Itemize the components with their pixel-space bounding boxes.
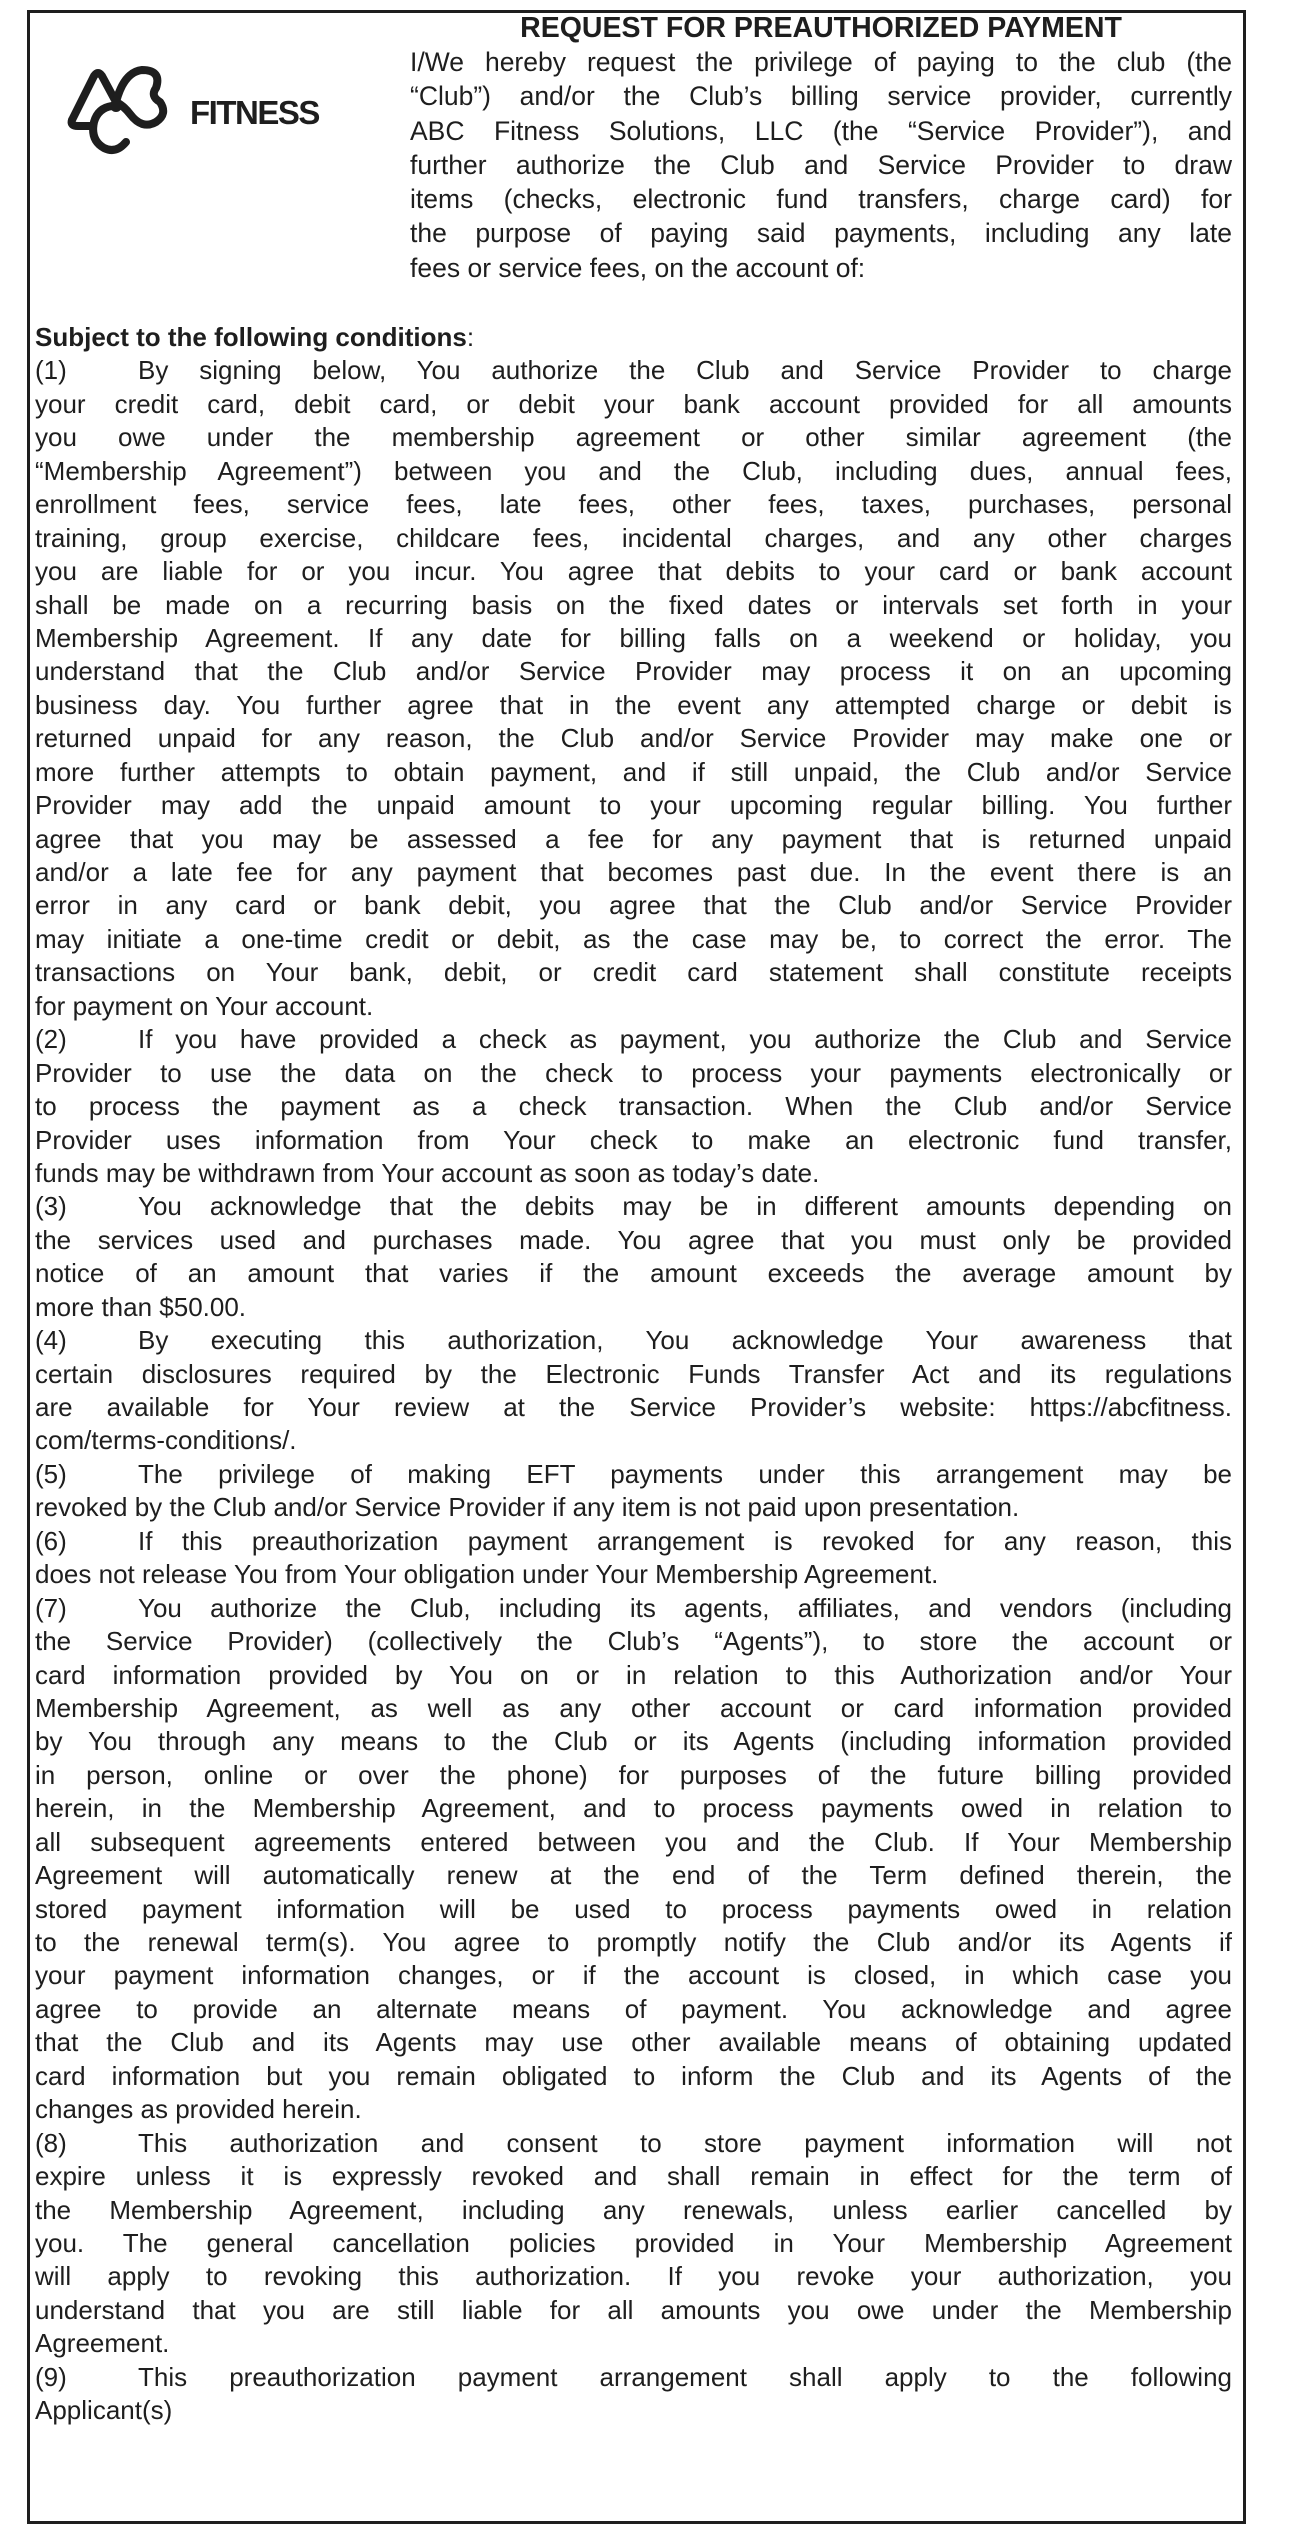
condition-text-line: your payment information changes, or if the account is closed, in which case you <box>35 1960 1232 1991</box>
condition-text-line: to the renewal term(s). You agree to promptly notify the Club and/or its Agents if <box>35 1927 1232 1957</box>
condition-text-line: changes as provided herein. <box>35 2094 362 2125</box>
condition-text-line: herein, in the Membership Agreement, and to process payments owed in relation to <box>35 1793 1232 1824</box>
condition-number: (7) <box>35 1592 67 1623</box>
condition-item <box>35 2361 1232 2428</box>
condition-text-line: are available for Your review at the Service Provider’s website: https://abcfitness. <box>35 1392 1232 1422</box>
condition-text-line: error in any card or bank debit, you agree that the Club and/or Service Provider <box>35 890 1232 921</box>
condition-text-line: revoked by the Club and/or Service Provider if any item is not paid upon presentation. <box>35 1492 1020 1523</box>
condition-text-line: that the Club and its Agents may use other available means of obtaining updated <box>35 2027 1232 2058</box>
condition-text-line: card information provided by You on or in relation to this Authorization and/or Your <box>35 1659 1232 1690</box>
condition-number: (1) <box>35 355 67 386</box>
condition-number: (8) <box>35 2127 67 2158</box>
condition-item <box>35 1023 1232 1190</box>
condition-text-line: shall be made on a recurring basis on the fixed dates or intervals set forth in your <box>35 589 1232 620</box>
condition-text-line: you are liable for or you incur. You agree that debits to your card or bank account <box>35 556 1232 587</box>
condition-text-line: expire unless it is expressly revoked and shall remain in effect for the term of <box>35 2161 1232 2192</box>
condition-text-line: understand that you are still liable for all amounts you owe under the Membership <box>35 2294 1232 2325</box>
conditions-section <box>35 321 1232 2428</box>
condition-text-line: card information but you remain obligated to inform the Club and its Agents of the <box>35 2060 1232 2091</box>
intro-line: “Club”) and/or the Club’s billing service provider, currently <box>410 81 1232 112</box>
condition-text-line: you. The general cancellation policies provided in Your Membership Agreement <box>35 2227 1232 2258</box>
condition-text-line: “Membership Agreement”) between you and the Club, including dues, annual fees, <box>35 455 1232 486</box>
condition-text-line: transactions on Your bank, debit, or credit card statement shall constitute receipts <box>35 957 1232 988</box>
condition-text-line: This authorization and consent to store payment information will not <box>138 2127 1232 2158</box>
condition-text-line: Provider may add the unpaid amount to your upcoming regular billing. You further <box>35 790 1232 821</box>
abc-monogram-icon <box>64 62 176 158</box>
condition-first-line <box>35 1190 1232 1223</box>
condition-text-line: in person, online or over the phone) for purposes of the future billing provided <box>35 1759 1232 1790</box>
intro-paragraph <box>410 45 1232 285</box>
condition-text-line: Provider to use the data on the check to process your payments electronically or <box>35 1057 1232 1088</box>
condition-first-line <box>35 2127 1232 2160</box>
conditions-heading-line <box>35 321 1232 354</box>
condition-text-line: You acknowledge that the debits may be in different amounts depending on <box>138 1191 1232 1222</box>
condition-text-line: notice of an amount that varies if the amount exceeds the average amount by <box>35 1258 1232 1289</box>
condition-text-line: Applicant(s) <box>35 2395 173 2426</box>
condition-text-line: agree to provide an alternate means of payment. You acknowledge and agree <box>35 1993 1232 2024</box>
condition-first-line <box>35 2361 1232 2394</box>
condition-number: (9) <box>35 2361 67 2392</box>
condition-text-line: the Membership Agreement, including any renewals, unless earlier cancelled by <box>35 2194 1232 2225</box>
condition-item <box>35 1190 1232 1324</box>
form-title: REQUEST FOR PREAUTHORIZED PAYMENT <box>520 12 1122 44</box>
intro-line: fees or service fees, on the account of: <box>410 252 866 283</box>
condition-text-line: and/or a late fee for any payment that becomes past due. In the event there is an <box>35 857 1232 887</box>
condition-text-line: The privilege of making EFT payments under this arrangement may be <box>138 1458 1232 1489</box>
condition-text-line: returned unpaid for any reason, the Club and/or Service Provider may make one or <box>35 723 1232 754</box>
condition-text-line: business day. You further agree that in the event any attempted charge or debit is <box>35 689 1232 720</box>
condition-item <box>35 1324 1232 1458</box>
conditions-heading-colon: : <box>466 322 475 352</box>
condition-text-line: more further attempts to obtain payment, and if still unpaid, the Club and/or Service <box>35 756 1232 787</box>
condition-item <box>35 1525 1232 1592</box>
abc-fitness-logo <box>64 62 364 162</box>
condition-number: (5) <box>35 1458 67 1489</box>
condition-text-line: Provider uses information from Your check to make an electronic fund transfer, <box>35 1124 1232 1155</box>
condition-item <box>35 2127 1232 2361</box>
condition-text-line: funds may be withdrawn from Your account as soon as today’s date. <box>35 1157 820 1188</box>
condition-text-line: does not release You from Your obligation under Your Membership Agreement. <box>35 1559 939 1590</box>
condition-item <box>35 1592 1232 2127</box>
intro-line: the purpose of paying said payments, including any late <box>410 218 1232 249</box>
conditions-heading: Subject to the following conditions <box>35 322 467 352</box>
condition-text-line: If this preauthorization payment arrangement is revoked for any reason, this <box>138 1525 1232 1556</box>
condition-text-line: By signing below, You authorize the Club and Service Provider to charge <box>138 355 1232 386</box>
condition-text-line: agree that you may be assessed a fee for any payment that is returned unpaid <box>35 823 1232 854</box>
condition-first-line <box>35 354 1232 387</box>
condition-first-line <box>35 1592 1232 1625</box>
condition-text-line: stored payment information will be used to process payments owed in relation <box>35 1893 1232 1924</box>
condition-text-line: you owe under the membership agreement or other similar agreement (the <box>35 422 1232 453</box>
condition-text-line: Agreement. <box>35 2328 170 2359</box>
condition-item <box>35 1458 1232 1525</box>
condition-text-line: will apply to revoking this authorization. If you revoke your authorization, you <box>35 2261 1232 2292</box>
condition-text-line: by You through any means to the Club or its Agents (including information provided <box>35 1726 1232 1757</box>
condition-text-line: com/terms-conditions/. <box>35 1425 297 1456</box>
condition-text-line: for payment on Your account. <box>35 990 374 1021</box>
condition-first-line <box>35 1324 1232 1357</box>
condition-number: (4) <box>35 1325 67 1356</box>
condition-number: (3) <box>35 1191 67 1222</box>
intro-line: I/We hereby request the privilege of paying to the club (the <box>410 47 1232 77</box>
condition-number: (2) <box>35 1024 67 1055</box>
condition-first-line <box>35 1525 1232 1558</box>
logo-wordmark: FITNESS <box>190 94 319 131</box>
condition-text-line: all subsequent agreements entered between you and the Club. If Your Membership <box>35 1826 1232 1857</box>
condition-text-line: may initiate a one-time credit or debit, as the case may be, to correct the error. The <box>35 923 1232 954</box>
condition-text-line: By executing this authorization, You acknowledge Your awareness that <box>138 1325 1232 1356</box>
condition-text-line: training, group exercise, childcare fees, incidental charges, and any other charges <box>35 522 1232 553</box>
condition-item <box>35 354 1232 1023</box>
condition-text-line: Membership Agreement, as well as any other account or card information provided <box>35 1692 1232 1723</box>
condition-text-line: to process the payment as a check transaction. When the Club and/or Service <box>35 1091 1232 1122</box>
condition-text-line: This preauthorization payment arrangement shall apply to the following <box>138 2361 1232 2392</box>
condition-text-line: more than $50.00. <box>35 1291 247 1322</box>
condition-text-line: understand that the Club and/or Service Provider may process it on an upcoming <box>35 656 1232 687</box>
condition-text-line: the services used and purchases made. You agree that you must only be provided <box>35 1224 1232 1255</box>
condition-first-line <box>35 1458 1232 1491</box>
intro-line: ABC Fitness Solutions, LLC (the “Service Provider”), and <box>410 115 1232 146</box>
condition-text-line: Membership Agreement. If any date for billing falls on a weekend or holiday, you <box>35 622 1232 653</box>
condition-text-line: your credit card, debit card, or debit your bank account provided for all amounts <box>35 388 1232 419</box>
condition-text-line: enrollment fees, service fees, late fees, other fees, taxes, purchases, personal <box>35 489 1232 520</box>
condition-text-line: You authorize the Club, including its agents, affiliates, and vendors (including <box>138 1592 1232 1623</box>
condition-text-line: Agreement will automatically renew at the end of the Term defined therein, the <box>35 1860 1232 1891</box>
condition-number: (6) <box>35 1525 67 1556</box>
intro-line: items (checks, electronic fund transfers, charge card) for <box>410 184 1232 215</box>
condition-text-line: If you have provided a check as payment, you authorize the Club and Service <box>138 1024 1232 1055</box>
intro-line: further authorize the Club and Service Provider to draw <box>410 149 1232 180</box>
condition-first-line <box>35 1023 1232 1056</box>
condition-text-line: the Service Provider) (collectively the Club’s “Agents”), to store the account or <box>35 1626 1232 1657</box>
condition-text-line: certain disclosures required by the Electronic Funds Transfer Act and its regulations <box>35 1358 1232 1389</box>
